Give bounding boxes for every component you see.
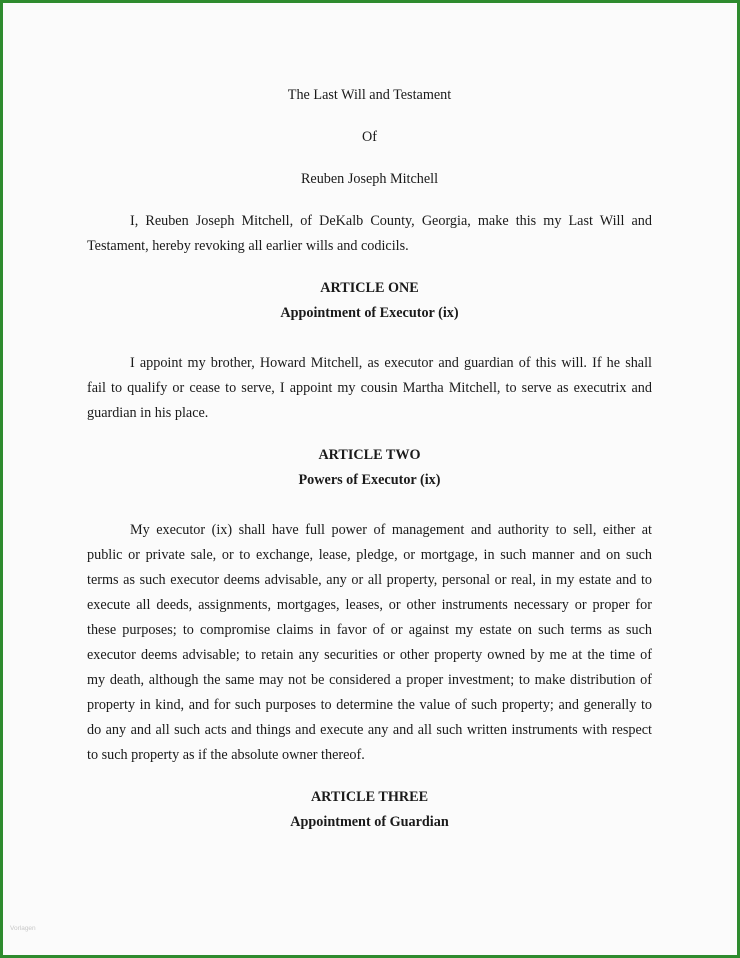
title-line-1: The Last Will and Testament (287, 87, 452, 103)
article-one-heading: ARTICLE ONE (320, 280, 419, 296)
title-line-2: Of (362, 129, 377, 145)
article-one-paragraph (87, 351, 652, 426)
intro-line: I, Reuben Joseph Mitchell, of DeKalb County, Georgia, make this my Last Will and (130, 213, 652, 229)
testator-name: Reuben Joseph Mitchell (300, 171, 439, 187)
intro-line: Testament, hereby revoking all earlier wills and codicils. (87, 238, 409, 254)
article-one-subheading: Appointment of Executor (ix) (280, 305, 459, 321)
paragraph-line: do any and all such acts and things and execute any and all such written instruments with respect (87, 722, 652, 738)
paragraph-line: execute all deeds, assignments, mortgages, leases, or other instruments necessary or proper for (87, 597, 652, 613)
article-two-heading: ARTICLE TWO (318, 447, 421, 463)
article-three-subheading: Appointment of Guardian (290, 814, 449, 830)
paragraph-line: terms as such executor deems advisable, any or all property, personal or real, in my estate and to (87, 572, 652, 588)
article-three-heading: ARTICLE THREE (310, 789, 429, 805)
paragraph-line: my death, although the same may not be considered a proper investment; to make distribution of (87, 672, 652, 688)
paragraph-line: My executor (ix) shall have full power of management and authority to sell, either at (130, 522, 652, 538)
paragraph-line: I appoint my brother, Howard Mitchell, as executor and guardian of this will. If he shall (130, 355, 652, 371)
watermark: Vorlagen (10, 925, 36, 932)
article-two-paragraph (87, 518, 652, 768)
article-two-subheading: Powers of Executor (ix) (298, 472, 441, 488)
paragraph-line: these purposes; to compromise claims in favor of or against my estate on such terms as such (87, 622, 652, 638)
paragraph-line: fail to qualify or cease to serve, I appoint my cousin Martha Mitchell, to serve as executrix and (87, 380, 652, 396)
paragraph-line: property in kind, and for such purposes to determine the value of such property; and generally to (87, 697, 652, 713)
paragraph-line: executor deems advisable; to retain any securities or other property owned by me at the time of (87, 647, 652, 663)
paragraph-line: guardian in his place. (87, 405, 209, 421)
intro-paragraph (87, 209, 652, 259)
paragraph-line: to such property as if the absolute owner thereof. (87, 747, 365, 763)
paragraph-line: public or private sale, or to exchange, lease, pledge, or mortgage, in such manner and on such (87, 547, 652, 563)
